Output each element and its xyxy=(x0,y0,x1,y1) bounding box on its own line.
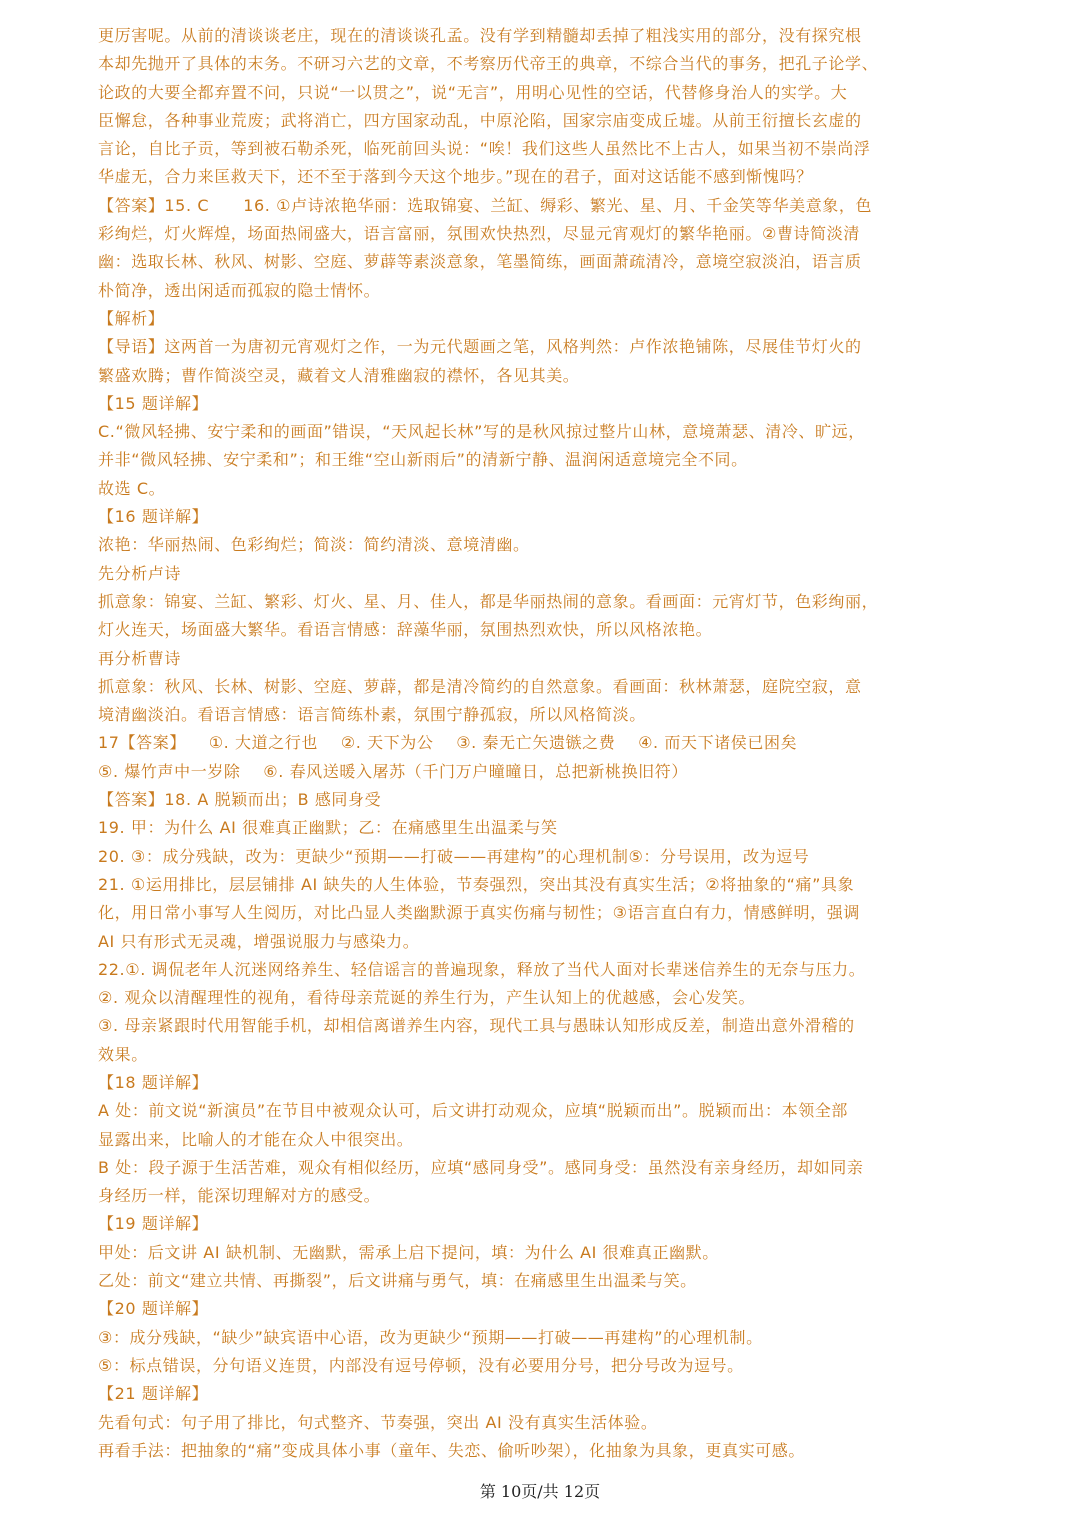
text-line: ②. 观众以清醒理性的视角，看待母亲荒诞的养生行为，产生认知上的优越感，会心发笑。 xyxy=(98,988,756,1008)
answer-line-17: 17【答案】 ①. 大道之行也 ②. 天下为公 ③. 秦无亡矢遗镞之费 ④. 而天下诸侯已困矣 xyxy=(98,733,798,753)
text-line: 化，用日常小事写人生阅历，对比凸显人类幽默源于真实伤痛与韧性；③语言直白有力，情感鲜明，强调 xyxy=(98,903,860,923)
text-line: 幽：选取长林、秋风、树影、空庭、萝薜等素淡意象，笔墨简练，画面萧疏清冷，意境空寂淡泊，语言质 xyxy=(98,252,862,272)
text-line: 境清幽淡泊。看语言情感：语言简练朴素，氛围宁静孤寂，所以风格简淡。 xyxy=(98,705,646,725)
text-line: 身经历一样，能深切理解对方的感受。 xyxy=(98,1186,381,1206)
answer-line-18: 【答案】18. A 脱颖而出；B 感同身受 xyxy=(98,790,382,810)
text-line: 本却先抛开了具体的末务。不研习六艺的文章，不考察历代帝王的典章，不综合当代的事务，把孔子论学、 xyxy=(98,54,879,74)
text-line: C.“微风轻拂、安宁柔和的画面”错误，“天风起长林”写的是秋风掠过整片山林，意境萧瑟、清冷、旷远， xyxy=(98,422,865,442)
text-line: ⑤：标点错误，分句语义连贯，内部没有逗号停顿，没有必要用分号，把分号改为逗号。 xyxy=(98,1355,744,1375)
text-line: 言论，自比子贡，等到被石勒杀死，临死前回头说：“唉！我们这些人虽然比不上古人，如果当初不崇尚浮 xyxy=(98,139,871,159)
text-line: 甲处：后文讲 AI 缺机制、无幽默，需承上启下提问，填：为什么 AI 很难真正幽默。 xyxy=(98,1242,719,1262)
text-line: 论政的大要全都弃置不问，只说“一以贯之”，说“无言”，用明心见性的空话，代替修身治人的实学。大 xyxy=(98,82,848,102)
text-line: ③：成分残缺，“缺少”缺宾语中心语，改为更缺少“预期——打破——再建构”的心理机制。 xyxy=(98,1327,763,1347)
section-heading-q16: 【16 题详解】 xyxy=(98,507,209,527)
answer-line-22: 22.①. 调侃老年人沉迷网络养生、轻信谣言的普遍现象，释放了当代人面对长辈迷信养生的无奈与压力。 xyxy=(98,959,866,979)
text-line: 抓意象：秋风、长林、树影、空庭、萝薜，都是清冷简约的自然意象。看画面：秋林萧瑟，庭院空寂，意 xyxy=(98,676,862,696)
text-line: 并非“微风轻拂、安宁柔和”；和王维“空山新雨后”的清新宁静、温润闲适意境完全不同。 xyxy=(98,450,748,470)
text-line: 浓艳：华丽热闹、色彩绚烂；简淡：简约清淡、意境清幽。 xyxy=(98,535,530,555)
text-line: B 处：段子源于生活苦难，观众有相似经历，应填“感同身受”。感同身受：虽然没有亲身经历，却如同亲 xyxy=(98,1157,864,1177)
text-line: 乙处：前文“建立共情、再撕裂”，后文讲痛与勇气，填：在痛感里生出温柔与笑。 xyxy=(98,1271,697,1291)
section-heading-q20: 【20 题详解】 xyxy=(98,1299,209,1319)
answer-line-20: 20. ③：成分残缺，改为：更缺少“预期——打破——再建构”的心理机制⑤：分号误用，改为逗号 xyxy=(98,846,810,866)
text-line: 朴简净，透出闲适而孤寂的隐士情怀。 xyxy=(98,280,381,300)
answer-line-15-16: 【答案】15. C 16. ①卢诗浓艳华丽：选取锦宴、兰缸、缛彩、繁光、星、月、千金笑等华美意象，色 xyxy=(98,195,873,215)
section-heading-q18: 【18 题详解】 xyxy=(98,1072,209,1092)
page-number: 第 10页/共 12页 xyxy=(479,1482,601,1501)
text-line: 【导语】这两首一为唐初元宵观灯之作，一为元代题画之笔，风格判然：卢作浓艳铺陈，尽展佳节灯火的 xyxy=(98,337,862,357)
section-heading-q15: 【15 题详解】 xyxy=(98,393,209,413)
text-line: ③. 母亲紧跟时代用智能手机，却相信离谱养生内容，现代工具与愚昧认知形成反差，制造出意外滑稽的 xyxy=(98,1016,855,1036)
text-line: 效果。 xyxy=(98,1044,148,1064)
text-line: 先看句式：句子用了排比，句式整齐、节奏强，突出 AI 没有真实生活体验。 xyxy=(98,1412,658,1432)
text-line: 抓意象：锦宴、兰缸、繁彩、灯火、星、月、佳人，都是华丽热闹的意象。看画面：元宵灯节，色彩绚丽， xyxy=(98,591,879,611)
text-line: 彩绚烂，灯火辉煌，场面热闹盛大，语言富丽，氛围欢快热烈，尽显元宵观灯的繁华艳丽。②曹诗简淡清 xyxy=(98,224,860,244)
text-line: ⑤. 爆竹声中一岁除 ⑥. 春风送暖入屠苏（千门万户曈曈日，总把新桃换旧符） xyxy=(98,761,688,781)
answer-line-21: 21. ①运用排比，层层铺排 AI 缺失的人生体验，节奏强烈，突出其没有真实生活；②将抽象的“痛”具象 xyxy=(98,874,855,894)
text-line: 故选 C。 xyxy=(98,478,166,498)
text-line: 繁盛欢腾；曹作简淡空灵，藏着文人清雅幽寂的襟怀，各见其美。 xyxy=(98,365,580,385)
text-line: 再看手法：把抽象的“痛”变成具体小事（童年、失恋、偷听吵架），化抽象为具象，更真实可感。 xyxy=(98,1440,805,1460)
text-line: 先分析卢诗 xyxy=(98,563,182,583)
answer-explanation-text xyxy=(98,22,988,1465)
text-line: AI 只有形式无灵魂，增强说服力与感染力。 xyxy=(98,931,420,951)
text-line: A 处：前文说“新演员”在节目中被观众认可，后文讲打动观众，应填“脱颖而出”。脱颖而出：本领全部 xyxy=(98,1101,848,1121)
text-line: 华虚无，合力来匡救天下，还不至于落到今天这个地步。”现在的君子，面对这话能不感到惭愧吗？ xyxy=(98,167,813,187)
section-heading-analysis: 【解析】 xyxy=(98,308,165,328)
text-line: 臣懈怠，各种事业荒废；武将消亡，四方国家动乱，中原沦陷，国家宗庙变成丘墟。从前王衍擅长玄虚的 xyxy=(98,110,862,130)
text-line: 显露出来，比喻人的才能在众人中很突出。 xyxy=(98,1129,414,1149)
text-line: 更厉害呢。从前的清谈谈老庄，现在的清谈谈孔孟。没有学到精髓却丢掉了粗浅实用的部分，没有探究根 xyxy=(98,26,862,45)
text-line: 再分析曹诗 xyxy=(98,648,182,668)
section-heading-q19: 【19 题详解】 xyxy=(98,1214,209,1234)
text-line: 灯火连天，场面盛大繁华。看语言情感：辞藻华丽，氛围热烈欢快，所以风格浓艳。 xyxy=(98,620,713,640)
answer-line-19: 19. 甲：为什么 AI 很难真正幽默；乙：在痛感里生出温柔与笑 xyxy=(98,818,558,838)
section-heading-q21: 【21 题详解】 xyxy=(98,1384,209,1404)
